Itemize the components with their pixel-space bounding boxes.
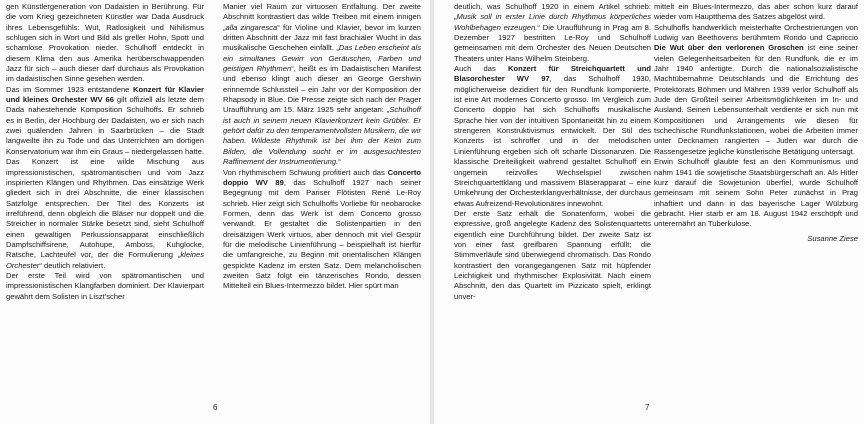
page-number: 6 xyxy=(213,403,218,412)
work-title: Konzert für Klavier und kleines Orchester WV 66 xyxy=(6,84,204,105)
right-page-column-2 xyxy=(654,2,858,244)
paragraph: Auch das Konzert für Streichquartett und Blasorchester WV 97, das Schulhoff 1930, möglicherweise dezidiert für den Rundfunk komponierte, ist eine Art modernes Concerto grosso. Im Vergleich zum Concerto doppio hat sich Schulhoffs musikalische Sprache hier von der intuitiven Spontaneität hin zu einem strengeren Konstruktivismus entwickelt. Der Stil des Konzerts ist schroffer und in der melodischen Linienführung ergeben sich oft scharfe Dissonanzen. Die klassische Dreiteiligkeit wahrend gestaltet Schulhoff ein ungemein reizvolles Wechselspiel zwischen Streichquartettklang und massivem Bläserapparat – eine Umkehrung der Orchesterklangverhältnisse, der durchaus etwas Aufreizend-Revolutionäres innewohnt. xyxy=(454,64,651,208)
work-title: Concerto doppio WV 89 xyxy=(223,167,421,187)
right-page-column-1 xyxy=(454,2,651,302)
quote: Schulhoff ist auch in seinem neuen Klavierkonzert kein Grübler. Er gehört dafür zu den temperamentvollsten Musikern, die wir haben. Wildeste Rhythmik ist bei ihm der Keim zum Bilden, die Vollendung sucht er im ausgesuchtesten Raffinement der Instrumentierung. xyxy=(223,105,421,167)
author-signature: Susanne Ziese xyxy=(807,233,858,243)
paragraph: mittelt ein Blues-Intermezzo, das aber schon kurz darauf wieder vom Hauptthema des Satzes abgelöst wird. xyxy=(654,2,858,22)
paragraph: Schulhoffs handwerklich meisterhafte Orchestrierungen von Ludwig van Beethovens berühmtem Rondo und Capriccio Die Wut über den verlorenen Groschen ist eine seiner vielen Gelegenheitsarbeiten für den Rundfunk, die er im Jahr 1940 anfertigte. Durch die nationalsozialistische Machtübernahme Deutschlands und die Errichtung des Protektorats Böhmen und Mähren 1939 verlor Schulhoff als Jude den Großteil seiner Arbeitsmöglichkeiten im In- und Ausland. Seinen Lebensunterhalt verdiente er sich nun mit Kompositionen und Arrangements wie diesen für tschechische Rundfunkstationen, wobei die Arbeiten immer unter Decknamen rangierten – Juden war durch die Rassengesetze jegliche künstlerische Betätigung untersagt. xyxy=(654,22,859,156)
paragraph: gen Künstlergeneration von Dadaisten in Berührung. Für die vom Krieg gezeichneten Künstler war Dada Ausdruck ihres Lebensgefühls: Wut, Ratlosigkeit und Nihilismus schlugen sich in Wort und Bild als greller Hohn, Spott und schamlose Provokation nieder. Schulhoff entdeckt in diesem Klima den aus Amerika herüberschwappenden Jazz für sich – auch dieser darf durchaus als Provokation im dadaistischen Sinne gesehen werden. xyxy=(6,2,204,84)
left-page-column-1 xyxy=(6,2,204,302)
page-number: 7 xyxy=(645,403,650,412)
work-title: Die Wut über den verlorenen Groschen xyxy=(654,43,804,53)
quote: Das Leben erscheint als ein simultanes Gewirr von Geräuschen, Farben und geistigen Rhythmen xyxy=(223,43,421,74)
paragraph: Manier viel Raum zur virtuosen Entfaltung. Der zweite Abschnitt kontrastiert das wilde Treiben mit einem innigen „alla zingaresca“ für Violine und Klavier, bevor im kurzen dritten Abschnitt der Jazz mit fast brachialer Wucht in das musikalische Geschehen einfällt. „Das Leben erscheint als ein simultanes Gewirr von Geräuschen, Farben und geistigen Rhythmen“, heißt es im Dadaistischen Manifest und ebenso klingt auch dieser an George Gershwin erinnernde Schlussteil – ein Jahr vor der Komposition der Rhapsody in Blue. Die Presse zeigte sich nach der Prager Uraufführung am 15. März 1925 sehr angetan: „Schulhoff ist auch in seinem neuen Klavierkonzert kein Grübler. Er gehört dafür zu den temperamentvollsten Musikern, die wir haben. Wildeste Rhythmik ist bei ihm der Keim zum Bilden, die Vollendung sucht er im ausgesuchtesten Raffinement der Instrumentierung.“ xyxy=(223,2,421,167)
paragraph: deutlich, was Schulhoff 1920 in einem Artikel schrieb: „Musik soll in erster Linie durch Rhythmus körperliches Wohlbehagen erzeugen.“ Die Uraufführung in Prag am 8. Dezember 1927 bestritten Le-Roy und Schulhoff gemeinsamen mit dem Orchester des Neuen Deutschen Theaters unter Hans Wilhelm Steinberg. xyxy=(454,2,652,63)
left-page-column-2 xyxy=(223,2,421,292)
work-title: Konzert für Streichquartett und Blasorchester WV 97 xyxy=(454,64,651,84)
quote: Musik soll in erster Linie durch Rhythmus körperliches Wohlbehagen erzeugen. xyxy=(454,12,651,32)
left-page xyxy=(0,0,430,424)
paragraph: Der erste Teil wird von spätromantischen und impressionistischen Klangfarben dominiert. Der Klavierpart gewährt dem Solisten in Liszt'scher xyxy=(6,270,204,301)
paragraph: Erwin Schulhoff glaubte fest an den Kommunismus und nahm 1941 die sowjetische Staatsbürgerschaft an. Als Hitler kurz darauf die Sowjetunion überfiel, wurde Schulhoff gemeinsam mit seinem Sohn Peter zunächst in Prag inhaftiert und dann in das bayerische Lager Wülzburg gebracht. Hier starb er am 18. August 1942 erschöpft und unterernährt an Tuberkulose. xyxy=(654,157,858,229)
paragraph: Der erste Satz erhält die Sonatenform, wobei die expressive, groß angelegte Kadenz des Solistenquartetts eigentlich eine Durchführung bildet. Der zweite Satz ist von einer fast greifbaren Spannung erfüllt; die Stimmverläufe sind überwiegend chromatisch. Das Rondo kontrastiert den vorangegangenen Satz mit hüpfender Leichtigkeit und rhythmischer Explosivität. Nach einem Abschnitt, den das Quartett im Pizzicato spielt, erklingt unver- xyxy=(454,208,651,301)
paragraph: Das im Sommer 1923 entstandene Konzert für Klavier und kleines Orchester WV 66 gilt offiziell als letzte dem Dada nahestehende Komposition Schulhoffs. Er schrieb es in Berlin, der Hochburg der Dadaisten, wo er sich nach zwei quälenden Jahren in Saarbrücken – die Stadt langweilte ihn zu Tode und das Unterrichten am dortigen Konservatorium war ihm ein Graus – niedergelassen hatte. Das Konzert ist eine wilde Mischung aus impressionistischen, spätromantischen und vom Jazz inspirierten Klängen und Rhythmen. Das einsätzige Werk gliedert sich in drei Abschnitte, die einer klassischen Satzfolge entsprechen. Der Titel des Konzerts ist irreführend, denn obgleich die Bläser nur doppelt und die Streicher in normaler Stärke besetzt sind, sieht Schulhoff einen gewaltigen Perkussionsapparat einschließlich Dampfschiffsirene, Autohupe, Amboss, Kuhglocke, Ratsche, Lachteufel vor, der die Formulierung „kleines Orchester“ deutlich relativiert. xyxy=(6,84,204,270)
paragraph: Von rhythmischem Schwung profitiert auch das Concerto doppio WV 89, das Schulhoff 1927 nach seiner Begegnung mit dem Pariser Flötisten René Le-Roy schrieb. Hier zeigt sich Schulhoffs Vorliebe für neobarocke Formen, denn das Werk ist dem Concerto grosso verwandt. Er gestaltet die Solistenpartien in den dreisätzigen Werk virtuos, aber dennoch mit viel Gespür für die melodische Linienführung – beispielhaft ist hierfür die umfangreiche, zu Beginn mit orientalischen Klängen gespickte Kadenz im ersten Satz. Dem melancholischen zweiten Satz folgt ein tänzerisches Rondo, dessen Mittelteil ein Blues-Intermezzo bildet. Hier spürt man xyxy=(223,167,421,291)
